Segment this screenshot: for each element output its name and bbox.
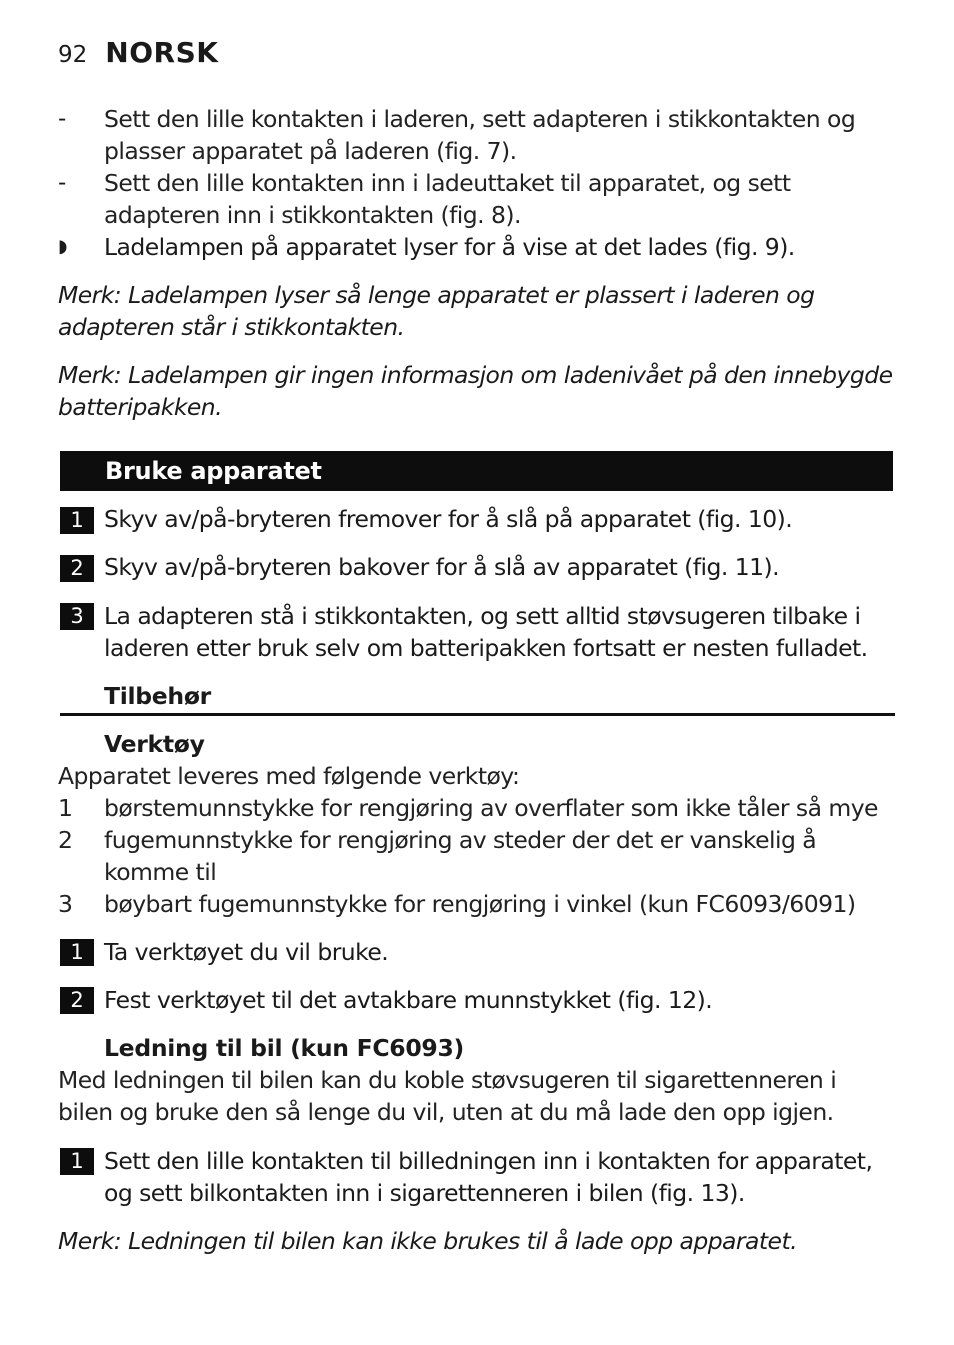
dash-marker: - bbox=[58, 106, 67, 132]
step-line: og sett bilkontakten inn i sigarettenneren i bilen (fig. 13). bbox=[104, 1179, 745, 1207]
subsubsection-title: Verktøy bbox=[104, 730, 205, 758]
note-line: Merk: Ladelampen gir ingen informasjon om ladenivået på den innebygde bbox=[58, 361, 893, 389]
subsection-title: Tilbehør bbox=[104, 682, 211, 710]
step-number-box: 3 bbox=[60, 603, 94, 630]
bullet-line: adapteren inn i stikkontakten (fig. 8). bbox=[104, 201, 521, 229]
bullet-line: Sett den lille kontakten inn i ladeuttaket til apparatet, og sett bbox=[104, 169, 791, 197]
list-number: 1 bbox=[58, 794, 73, 822]
section-title: Bruke apparatet bbox=[105, 457, 322, 485]
bullet-line: plasser apparatet på laderen (fig. 7). bbox=[104, 137, 517, 165]
note-line: Merk: Ledningen til bilen kan ikke brukes til å lade opp apparatet. bbox=[58, 1227, 798, 1255]
section-rule bbox=[60, 713, 895, 716]
step-line: La adapteren stå i stikkontakten, og sett alltid støvsugeren tilbake i bbox=[104, 602, 861, 630]
result-line: Ladelampen på apparatet lyser for å vise at det lades (fig. 9). bbox=[104, 233, 795, 261]
list-item: komme til bbox=[104, 858, 217, 886]
intro-text: bilen og bruke den så lenge du vil, uten at du må lade den opp igjen. bbox=[58, 1098, 834, 1126]
step-number-box: 1 bbox=[60, 1148, 94, 1175]
intro-text: Apparatet leveres med følgende verktøy: bbox=[58, 762, 520, 790]
dash-marker: - bbox=[58, 170, 67, 196]
step-line: Skyv av/på-bryteren fremover for å slå på apparatet (fig. 10). bbox=[104, 505, 793, 533]
arrow-icon: ◗ bbox=[58, 236, 68, 257]
list-item: børstemunnstykke for rengjøring av overflater som ikke tåler så mye bbox=[104, 794, 878, 822]
page-number: 92 bbox=[58, 42, 88, 68]
step-line: Fest verktøyet til det avtakbare munnstykket (fig. 12). bbox=[104, 986, 713, 1014]
bullet-line: Sett den lille kontakten i laderen, sett adapteren i stikkontakten og bbox=[104, 105, 856, 133]
step-line: Ta verktøyet du vil bruke. bbox=[104, 938, 389, 966]
step-number-box: 1 bbox=[60, 939, 94, 966]
list-item: fugemunnstykke for rengjøring av steder der det er vanskelig å bbox=[104, 826, 817, 854]
page-header bbox=[58, 36, 218, 69]
section-heading-bar bbox=[60, 451, 893, 491]
list-number: 3 bbox=[58, 890, 73, 918]
step-number-box: 1 bbox=[60, 507, 94, 534]
list-number: 2 bbox=[58, 826, 73, 854]
step-line: laderen etter bruk selv om batteripakken fortsatt er nesten fulladet. bbox=[104, 634, 868, 662]
step-line: Skyv av/på-bryteren bakover for å slå av apparatet (fig. 11). bbox=[104, 553, 780, 581]
list-item: bøybart fugemunnstykke for rengjøring i vinkel (kun FC6093/6091) bbox=[104, 890, 856, 918]
intro-text: Med ledningen til bilen kan du koble støvsugeren til sigarettenneren i bbox=[58, 1066, 837, 1094]
note-line: adapteren står i stikkontakten. bbox=[58, 313, 405, 341]
step-number-box: 2 bbox=[60, 987, 94, 1014]
note-line: batteripakken. bbox=[58, 393, 223, 421]
language-title: NORSK bbox=[105, 36, 219, 69]
step-line: Sett den lille kontakten til billedningen inn i kontakten for apparatet, bbox=[104, 1147, 873, 1175]
step-number-box: 2 bbox=[60, 555, 94, 582]
note-line: Merk: Ladelampen lyser så lenge apparatet er plassert i laderen og bbox=[58, 281, 815, 309]
subsubsection-title: Ledning til bil (kun FC6093) bbox=[104, 1034, 464, 1062]
